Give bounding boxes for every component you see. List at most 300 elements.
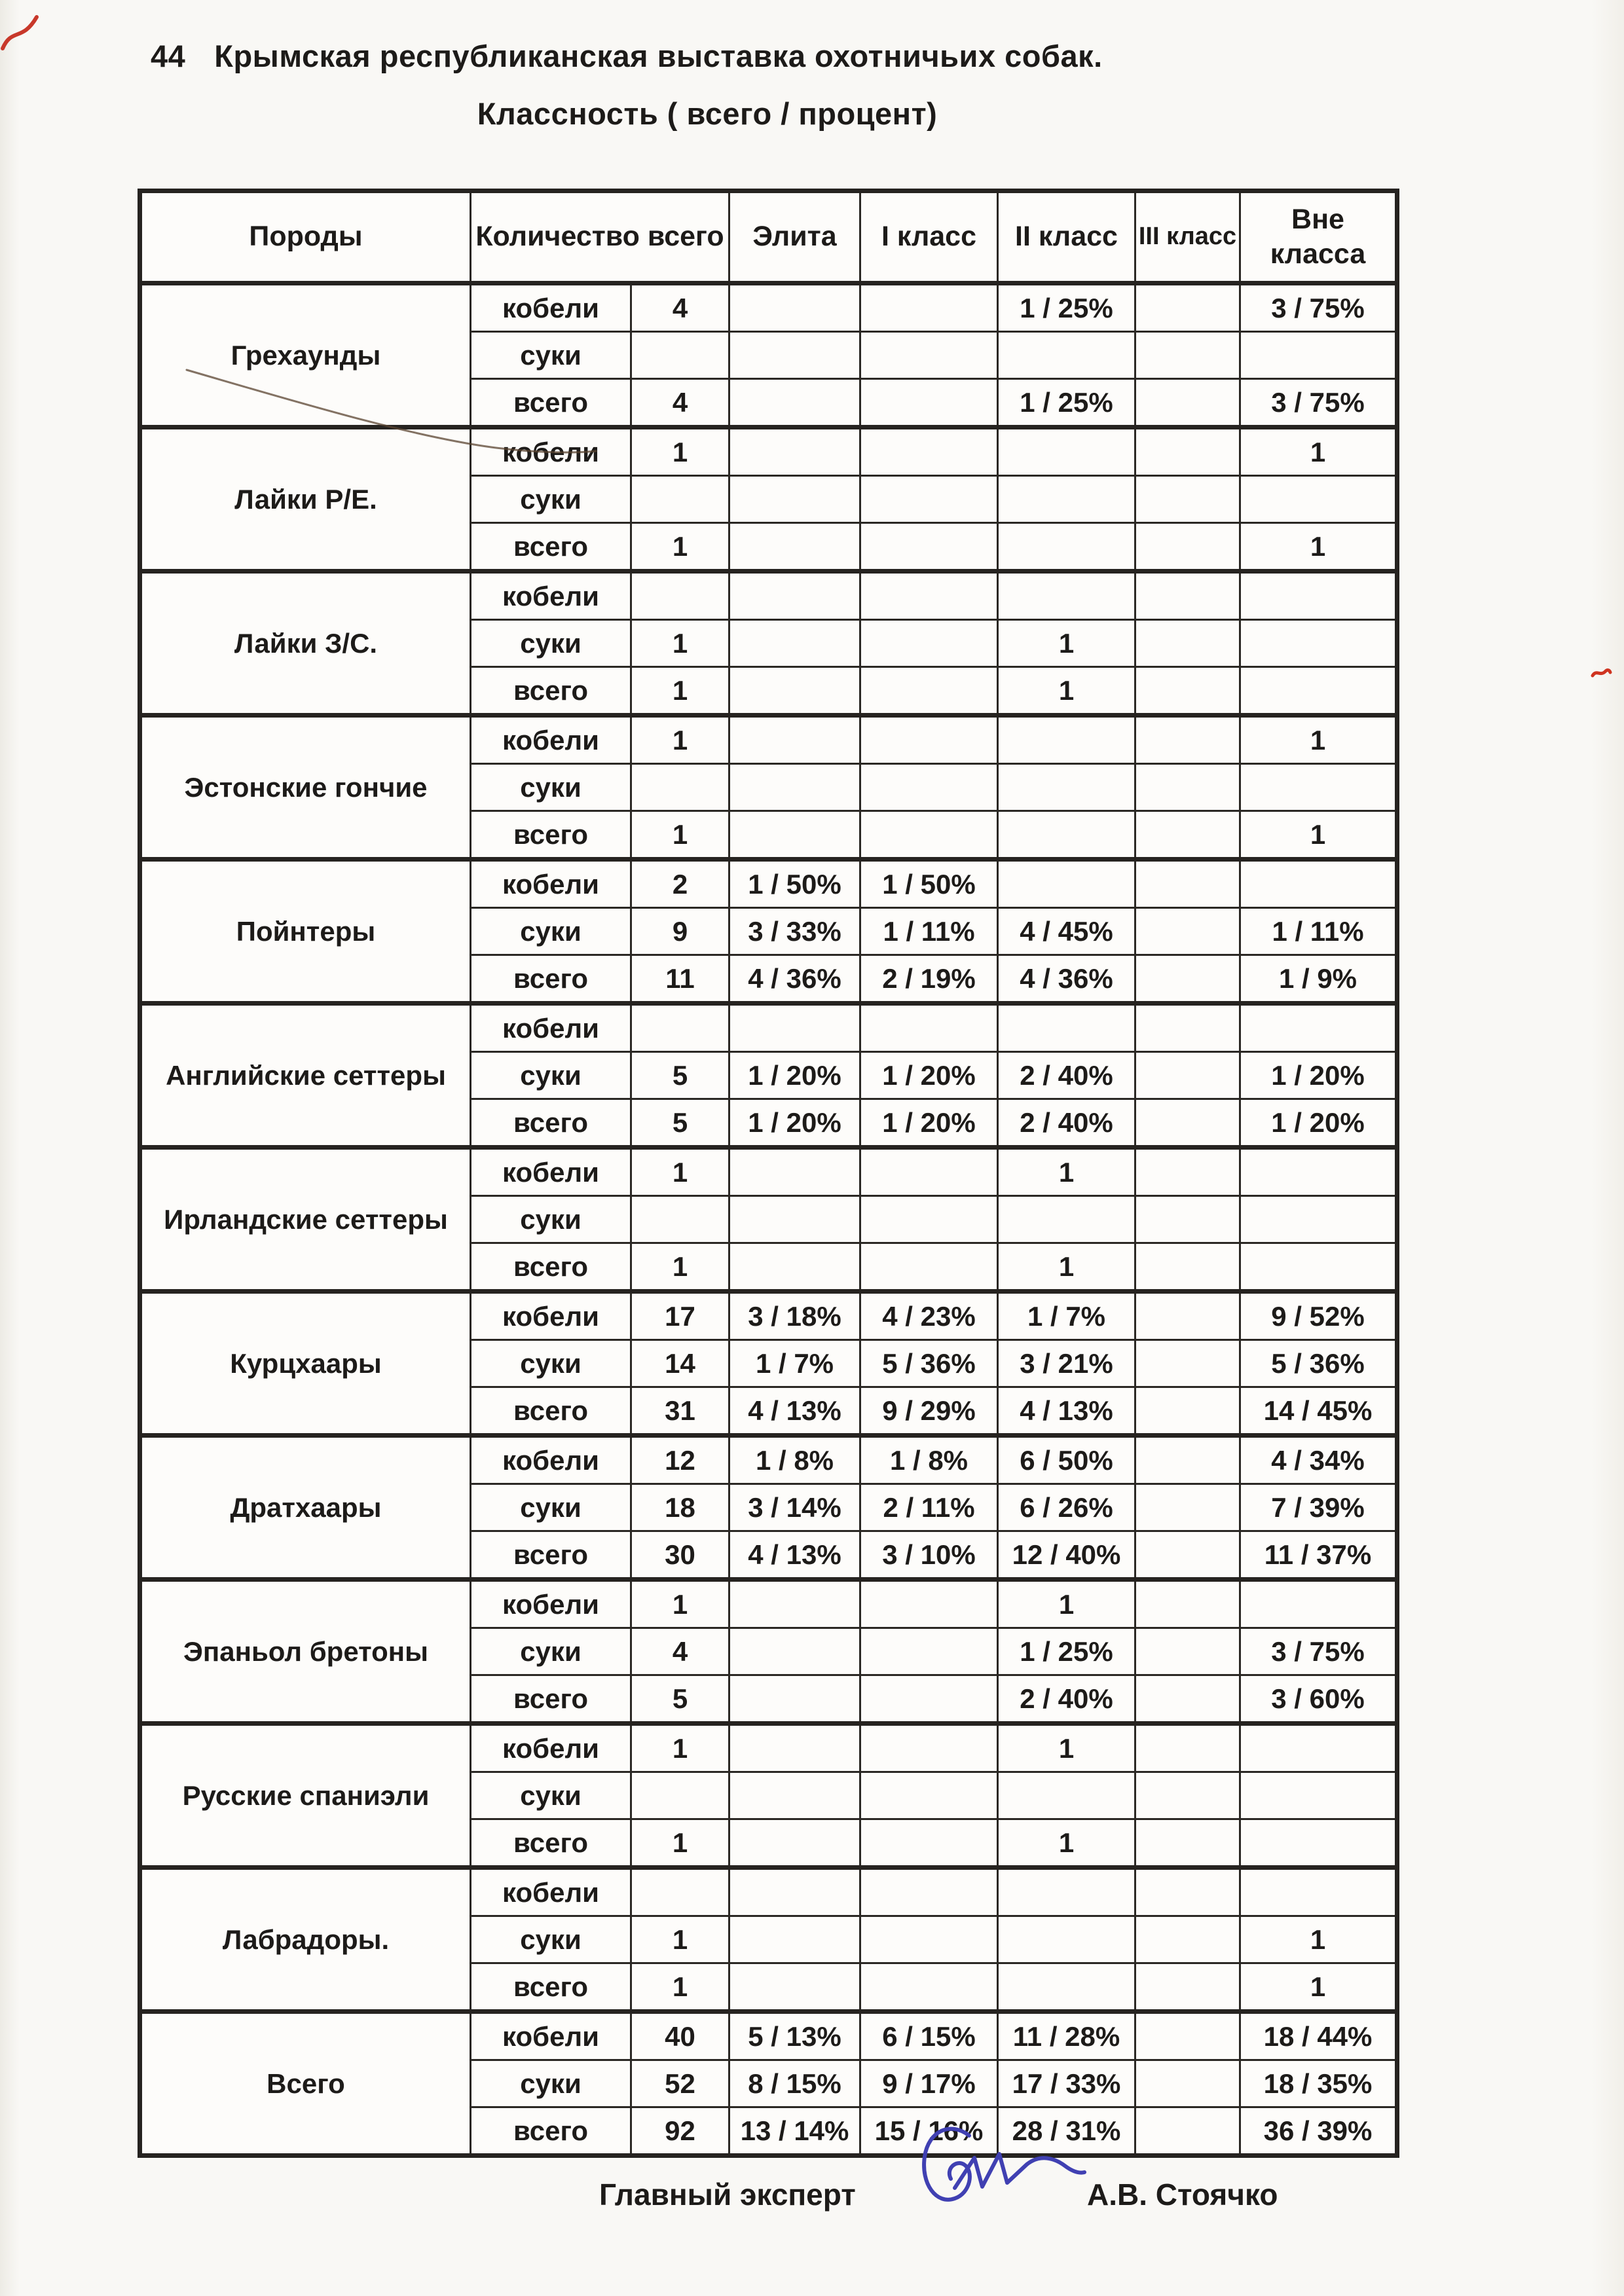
table-row bbox=[140, 1436, 1397, 1484]
value-cell: 1 / 20% bbox=[1240, 1099, 1397, 1148]
value-cell: 3 / 10% bbox=[860, 1531, 998, 1580]
value-cell: 3 / 18% bbox=[729, 1292, 860, 1340]
value-cell bbox=[860, 1580, 998, 1628]
value-cell bbox=[1240, 1243, 1397, 1292]
count-cell: 1 bbox=[631, 1819, 729, 1868]
value-cell bbox=[1135, 620, 1240, 667]
count-cell bbox=[631, 1868, 729, 1916]
quantity-column-header: Количество всего bbox=[471, 191, 729, 283]
value-cell bbox=[998, 1004, 1135, 1052]
value-cell: 9 / 52% bbox=[1240, 1292, 1397, 1340]
value-cell bbox=[860, 1772, 998, 1819]
count-cell: 11 bbox=[631, 955, 729, 1004]
value-cell bbox=[1135, 1340, 1240, 1387]
table-row bbox=[140, 1292, 1397, 1340]
value-cell: 1 bbox=[998, 1724, 1135, 1772]
value-cell: 3 / 33% bbox=[729, 908, 860, 955]
count-cell: 4 bbox=[631, 283, 729, 332]
value-cell bbox=[1240, 764, 1397, 811]
value-cell bbox=[1135, 1819, 1240, 1868]
table-row bbox=[140, 1148, 1397, 1196]
value-cell: 1 / 50% bbox=[729, 860, 860, 908]
value-cell bbox=[729, 523, 860, 572]
value-cell bbox=[998, 860, 1135, 908]
value-cell: 1 / 11% bbox=[860, 908, 998, 955]
value-cell bbox=[998, 572, 1135, 620]
value-cell: 28 / 31% bbox=[998, 2107, 1135, 2156]
row-label-cell: всего bbox=[471, 523, 631, 572]
value-cell bbox=[1135, 476, 1240, 523]
value-cell: 1 / 20% bbox=[729, 1099, 860, 1148]
value-cell: 12 / 40% bbox=[998, 1531, 1135, 1580]
row-label-cell: всего bbox=[471, 1531, 631, 1580]
value-cell bbox=[729, 476, 860, 523]
value-cell bbox=[729, 620, 860, 667]
value-cell bbox=[860, 1675, 998, 1724]
value-cell bbox=[1135, 908, 1240, 955]
value-cell bbox=[1135, 2107, 1240, 2156]
value-cell: 3 / 75% bbox=[1240, 283, 1397, 332]
page-header bbox=[151, 38, 1103, 74]
value-cell bbox=[860, 620, 998, 667]
value-cell bbox=[998, 428, 1135, 476]
value-cell bbox=[860, 1868, 998, 1916]
value-cell: 3 / 60% bbox=[1240, 1675, 1397, 1724]
breed-name-cell: Эстонские гончие bbox=[140, 716, 471, 860]
count-cell: 9 bbox=[631, 908, 729, 955]
count-cell: 30 bbox=[631, 1531, 729, 1580]
value-cell bbox=[860, 811, 998, 860]
value-cell bbox=[729, 1628, 860, 1675]
value-cell bbox=[729, 1772, 860, 1819]
value-cell bbox=[729, 1580, 860, 1628]
value-cell bbox=[1240, 1148, 1397, 1196]
value-cell: 3 / 21% bbox=[998, 1340, 1135, 1387]
value-cell: 36 / 39% bbox=[1240, 2107, 1397, 2156]
value-cell bbox=[998, 332, 1135, 379]
count-cell: 1 bbox=[631, 811, 729, 860]
breed-name-cell: Ирландские сеттеры bbox=[140, 1148, 471, 1292]
value-cell: 1 / 7% bbox=[729, 1340, 860, 1387]
count-cell: 5 bbox=[631, 1099, 729, 1148]
value-cell bbox=[998, 811, 1135, 860]
value-cell bbox=[998, 476, 1135, 523]
value-cell bbox=[729, 764, 860, 811]
value-cell bbox=[1135, 2060, 1240, 2107]
value-cell bbox=[729, 1963, 860, 2012]
value-cell: 3 / 75% bbox=[1240, 379, 1397, 428]
row-label-cell: всего bbox=[471, 1243, 631, 1292]
value-cell: 8 / 15% bbox=[729, 2060, 860, 2107]
value-cell bbox=[860, 1196, 998, 1243]
value-cell bbox=[729, 811, 860, 860]
value-cell bbox=[1135, 1099, 1240, 1148]
value-cell: 4 / 23% bbox=[860, 1292, 998, 1340]
handwritten-signature-icon bbox=[912, 2120, 1088, 2228]
value-cell bbox=[998, 1196, 1135, 1243]
count-cell: 5 bbox=[631, 1052, 729, 1099]
value-cell bbox=[729, 1675, 860, 1724]
value-cell bbox=[1135, 1868, 1240, 1916]
value-cell bbox=[860, 428, 998, 476]
count-cell: 1 bbox=[631, 667, 729, 716]
value-cell: 2 / 11% bbox=[860, 1484, 998, 1531]
value-cell: 4 / 13% bbox=[729, 1387, 860, 1436]
value-cell bbox=[729, 1243, 860, 1292]
row-label-cell: суки bbox=[471, 1628, 631, 1675]
count-cell: 1 bbox=[631, 716, 729, 764]
value-cell bbox=[1135, 1004, 1240, 1052]
value-cell: 14 / 45% bbox=[1240, 1387, 1397, 1436]
value-cell: 3 / 75% bbox=[1240, 1628, 1397, 1675]
value-cell bbox=[1135, 764, 1240, 811]
value-cell bbox=[729, 1004, 860, 1052]
value-cell bbox=[729, 1819, 860, 1868]
value-cell bbox=[1240, 1819, 1397, 1868]
elite-column-header: Элита bbox=[729, 191, 860, 283]
value-cell bbox=[998, 716, 1135, 764]
row-label-cell: всего bbox=[471, 1387, 631, 1436]
breed-name-cell: Пойнтеры bbox=[140, 860, 471, 1004]
value-cell bbox=[1240, 476, 1397, 523]
value-cell bbox=[1135, 379, 1240, 428]
row-label-cell: всего bbox=[471, 1963, 631, 2012]
value-cell bbox=[860, 1916, 998, 1963]
breed-name-cell: Лабрадоры. bbox=[140, 1868, 471, 2012]
value-cell bbox=[1240, 332, 1397, 379]
classification-table bbox=[138, 189, 1399, 2158]
row-label-cell: суки bbox=[471, 1772, 631, 1819]
value-cell bbox=[860, 1819, 998, 1868]
value-cell: 1 bbox=[1240, 716, 1397, 764]
value-cell bbox=[1240, 1580, 1397, 1628]
value-cell bbox=[1135, 1052, 1240, 1099]
value-cell bbox=[860, 523, 998, 572]
row-label-cell: суки bbox=[471, 908, 631, 955]
row-label-cell: всего bbox=[471, 379, 631, 428]
row-label-cell: суки bbox=[471, 2060, 631, 2107]
breed-name-cell: Грехаунды bbox=[140, 283, 471, 428]
value-cell: 4 / 13% bbox=[998, 1387, 1135, 1436]
value-cell bbox=[1135, 1484, 1240, 1531]
breed-name-cell: Русские спаниэли bbox=[140, 1724, 471, 1868]
value-cell bbox=[1135, 1292, 1240, 1340]
value-cell bbox=[1240, 667, 1397, 716]
page-subtitle: Классность ( всего / процент) bbox=[477, 96, 938, 131]
value-cell bbox=[729, 1868, 860, 1916]
value-cell: 1 bbox=[998, 1580, 1135, 1628]
value-cell: 1 / 20% bbox=[860, 1052, 998, 1099]
value-cell bbox=[998, 764, 1135, 811]
value-cell bbox=[1135, 1916, 1240, 1963]
count-cell bbox=[631, 332, 729, 379]
row-label-cell: кобели bbox=[471, 860, 631, 908]
value-cell bbox=[1135, 811, 1240, 860]
table-row bbox=[140, 1868, 1397, 1916]
value-cell bbox=[1240, 1196, 1397, 1243]
row-label-cell: всего bbox=[471, 811, 631, 860]
count-cell: 1 bbox=[631, 1963, 729, 2012]
value-cell bbox=[998, 1963, 1135, 2012]
footer-signer-name: А.В. Стоячко bbox=[1087, 2178, 1278, 2212]
table-row bbox=[140, 860, 1397, 908]
value-cell: 2 / 19% bbox=[860, 955, 998, 1004]
out-of-class-column-header: Вне класса bbox=[1240, 191, 1397, 283]
value-cell bbox=[1135, 428, 1240, 476]
row-label-cell: кобели bbox=[471, 428, 631, 476]
value-cell: 1 bbox=[998, 1819, 1135, 1868]
row-label-cell: кобели bbox=[471, 1580, 631, 1628]
value-cell: 1 / 11% bbox=[1240, 908, 1397, 955]
value-cell bbox=[860, 667, 998, 716]
value-cell: 1 bbox=[1240, 523, 1397, 572]
row-label-cell: кобели bbox=[471, 1148, 631, 1196]
row-label-cell: кобели bbox=[471, 1436, 631, 1484]
page-title: Крымская республиканская выставка охотничьих собак. bbox=[214, 39, 1103, 73]
row-label-cell: кобели bbox=[471, 1292, 631, 1340]
value-cell bbox=[1135, 2012, 1240, 2060]
row-label-cell: суки bbox=[471, 476, 631, 523]
count-cell: 1 bbox=[631, 523, 729, 572]
class3-column-header: III класс bbox=[1135, 191, 1240, 283]
breed-name-cell: Курцхаары bbox=[140, 1292, 471, 1436]
value-cell: 1 / 8% bbox=[729, 1436, 860, 1484]
page-number: 44 bbox=[151, 39, 186, 73]
value-cell: 5 / 36% bbox=[1240, 1340, 1397, 1387]
red-corner-mark bbox=[0, 8, 59, 67]
value-cell bbox=[1240, 620, 1397, 667]
count-cell: 2 bbox=[631, 860, 729, 908]
value-cell: 1 / 20% bbox=[729, 1052, 860, 1099]
value-cell: 2 / 40% bbox=[998, 1052, 1135, 1099]
table-row bbox=[140, 716, 1397, 764]
row-label-cell: всего bbox=[471, 667, 631, 716]
count-cell: 40 bbox=[631, 2012, 729, 2060]
count-cell: 92 bbox=[631, 2107, 729, 2156]
value-cell bbox=[1240, 1772, 1397, 1819]
value-cell: 1 bbox=[1240, 428, 1397, 476]
value-cell bbox=[1135, 1243, 1240, 1292]
row-label-cell: суки bbox=[471, 332, 631, 379]
value-cell bbox=[729, 1148, 860, 1196]
value-cell: 1 bbox=[998, 1148, 1135, 1196]
breed-name-cell: Лайки Р/Е. bbox=[140, 428, 471, 572]
value-cell: 11 / 37% bbox=[1240, 1531, 1397, 1580]
count-cell: 4 bbox=[631, 379, 729, 428]
breed-name-cell: Дратхаары bbox=[140, 1436, 471, 1580]
row-label-cell: кобели bbox=[471, 283, 631, 332]
value-cell bbox=[998, 1916, 1135, 1963]
count-cell: 52 bbox=[631, 2060, 729, 2107]
value-cell: 1 bbox=[1240, 1963, 1397, 2012]
value-cell: 18 / 44% bbox=[1240, 2012, 1397, 2060]
value-cell: 5 / 13% bbox=[729, 2012, 860, 2060]
count-cell: 1 bbox=[631, 1724, 729, 1772]
value-cell: 3 / 14% bbox=[729, 1484, 860, 1531]
value-cell bbox=[860, 476, 998, 523]
value-cell bbox=[729, 379, 860, 428]
count-cell: 1 bbox=[631, 620, 729, 667]
pen-mark bbox=[183, 363, 602, 462]
value-cell: 1 / 50% bbox=[860, 860, 998, 908]
value-cell: 2 / 40% bbox=[998, 1099, 1135, 1148]
count-cell bbox=[631, 1772, 729, 1819]
value-cell: 1 / 25% bbox=[998, 379, 1135, 428]
row-label-cell: кобели bbox=[471, 572, 631, 620]
value-cell bbox=[1135, 1436, 1240, 1484]
value-cell bbox=[729, 716, 860, 764]
value-cell: 1 bbox=[1240, 811, 1397, 860]
row-label-cell: кобели bbox=[471, 1868, 631, 1916]
value-cell bbox=[1135, 716, 1240, 764]
value-cell bbox=[998, 1772, 1135, 1819]
value-cell bbox=[1135, 1772, 1240, 1819]
value-cell bbox=[860, 332, 998, 379]
row-label-cell: кобели bbox=[471, 716, 631, 764]
value-cell bbox=[1135, 1724, 1240, 1772]
value-cell bbox=[998, 523, 1135, 572]
table-row bbox=[140, 283, 1397, 332]
row-label-cell: суки bbox=[471, 1484, 631, 1531]
table-row bbox=[140, 1004, 1397, 1052]
value-cell: 15 / 16% bbox=[860, 2107, 998, 2156]
count-cell: 14 bbox=[631, 1340, 729, 1387]
breed-name-cell: Лайки З/С. bbox=[140, 572, 471, 716]
value-cell bbox=[1135, 1148, 1240, 1196]
count-cell: 12 bbox=[631, 1436, 729, 1484]
value-cell bbox=[860, 1243, 998, 1292]
row-label-cell: кобели bbox=[471, 1004, 631, 1052]
value-cell bbox=[998, 1868, 1135, 1916]
value-cell bbox=[1240, 572, 1397, 620]
value-cell: 4 / 36% bbox=[729, 955, 860, 1004]
value-cell bbox=[729, 572, 860, 620]
row-label-cell: всего bbox=[471, 1819, 631, 1868]
value-cell bbox=[1135, 1675, 1240, 1724]
value-cell bbox=[1135, 1628, 1240, 1675]
value-cell: 7 / 39% bbox=[1240, 1484, 1397, 1531]
value-cell bbox=[729, 332, 860, 379]
value-cell bbox=[860, 1148, 998, 1196]
row-label-cell: всего bbox=[471, 2107, 631, 2156]
class2-column-header: II класс bbox=[998, 191, 1135, 283]
count-cell: 1 bbox=[631, 1916, 729, 1963]
value-cell: 9 / 17% bbox=[860, 2060, 998, 2107]
row-label-cell: суки bbox=[471, 620, 631, 667]
value-cell bbox=[860, 1004, 998, 1052]
value-cell bbox=[1240, 1724, 1397, 1772]
row-label-cell: всего bbox=[471, 1099, 631, 1148]
value-cell bbox=[860, 1963, 998, 2012]
count-cell bbox=[631, 1004, 729, 1052]
value-cell: 1 / 7% bbox=[998, 1292, 1135, 1340]
value-cell bbox=[860, 1628, 998, 1675]
value-cell bbox=[1240, 860, 1397, 908]
value-cell: 1 bbox=[998, 620, 1135, 667]
count-cell: 18 bbox=[631, 1484, 729, 1531]
class1-column-header: I класс bbox=[860, 191, 998, 283]
row-label-cell: суки bbox=[471, 1196, 631, 1243]
value-cell bbox=[860, 764, 998, 811]
value-cell: 11 / 28% bbox=[998, 2012, 1135, 2060]
count-cell: 1 bbox=[631, 1243, 729, 1292]
value-cell: 6 / 50% bbox=[998, 1436, 1135, 1484]
breed-column-header: Породы bbox=[140, 191, 471, 283]
value-cell bbox=[1135, 1196, 1240, 1243]
value-cell bbox=[860, 572, 998, 620]
value-cell bbox=[1135, 667, 1240, 716]
value-cell bbox=[1135, 572, 1240, 620]
value-cell bbox=[1135, 283, 1240, 332]
value-cell bbox=[860, 379, 998, 428]
value-cell: 1 / 25% bbox=[998, 283, 1135, 332]
count-cell bbox=[631, 572, 729, 620]
value-cell: 4 / 36% bbox=[998, 955, 1135, 1004]
value-cell bbox=[1135, 1531, 1240, 1580]
red-ink-dot bbox=[1590, 666, 1612, 681]
table-row bbox=[140, 572, 1397, 620]
value-cell: 4 / 13% bbox=[729, 1531, 860, 1580]
value-cell: 1 / 25% bbox=[998, 1628, 1135, 1675]
row-label-cell: суки bbox=[471, 1916, 631, 1963]
row-label-cell: суки bbox=[471, 764, 631, 811]
value-cell: 18 / 35% bbox=[1240, 2060, 1397, 2107]
breed-name-cell: Всего bbox=[140, 2012, 471, 2156]
count-cell bbox=[631, 476, 729, 523]
value-cell bbox=[1240, 1004, 1397, 1052]
value-cell: 1 / 20% bbox=[860, 1099, 998, 1148]
value-cell bbox=[729, 283, 860, 332]
value-cell bbox=[1240, 1868, 1397, 1916]
value-cell bbox=[1135, 1963, 1240, 2012]
count-cell: 1 bbox=[631, 1148, 729, 1196]
value-cell: 1 bbox=[1240, 1916, 1397, 1963]
count-cell bbox=[631, 764, 729, 811]
value-cell: 2 / 40% bbox=[998, 1675, 1135, 1724]
value-cell bbox=[860, 716, 998, 764]
value-cell: 4 / 45% bbox=[998, 908, 1135, 955]
row-label-cell: кобели bbox=[471, 2012, 631, 2060]
row-label-cell: суки bbox=[471, 1052, 631, 1099]
footer-role-label: Главный эксперт bbox=[599, 2178, 856, 2212]
value-cell: 5 / 36% bbox=[860, 1340, 998, 1387]
value-cell: 6 / 15% bbox=[860, 2012, 998, 2060]
count-cell: 1 bbox=[631, 428, 729, 476]
value-cell bbox=[1135, 1387, 1240, 1436]
count-cell bbox=[631, 1196, 729, 1243]
value-cell: 1 bbox=[998, 1243, 1135, 1292]
count-cell: 17 bbox=[631, 1292, 729, 1340]
value-cell: 1 bbox=[998, 667, 1135, 716]
value-cell bbox=[1135, 523, 1240, 572]
count-cell: 5 bbox=[631, 1675, 729, 1724]
row-label-cell: всего bbox=[471, 955, 631, 1004]
count-cell: 1 bbox=[631, 1580, 729, 1628]
value-cell bbox=[729, 1916, 860, 1963]
breed-name-cell: Эпаньол бретоны bbox=[140, 1580, 471, 1724]
value-cell: 6 / 26% bbox=[998, 1484, 1135, 1531]
row-label-cell: суки bbox=[471, 1340, 631, 1387]
value-cell: 1 / 9% bbox=[1240, 955, 1397, 1004]
breed-name-cell: Английские сеттеры bbox=[140, 1004, 471, 1148]
value-cell: 9 / 29% bbox=[860, 1387, 998, 1436]
count-cell: 4 bbox=[631, 1628, 729, 1675]
table-row bbox=[140, 2012, 1397, 2060]
header-row bbox=[140, 191, 1397, 283]
value-cell bbox=[729, 1724, 860, 1772]
count-cell: 31 bbox=[631, 1387, 729, 1436]
value-cell: 4 / 34% bbox=[1240, 1436, 1397, 1484]
